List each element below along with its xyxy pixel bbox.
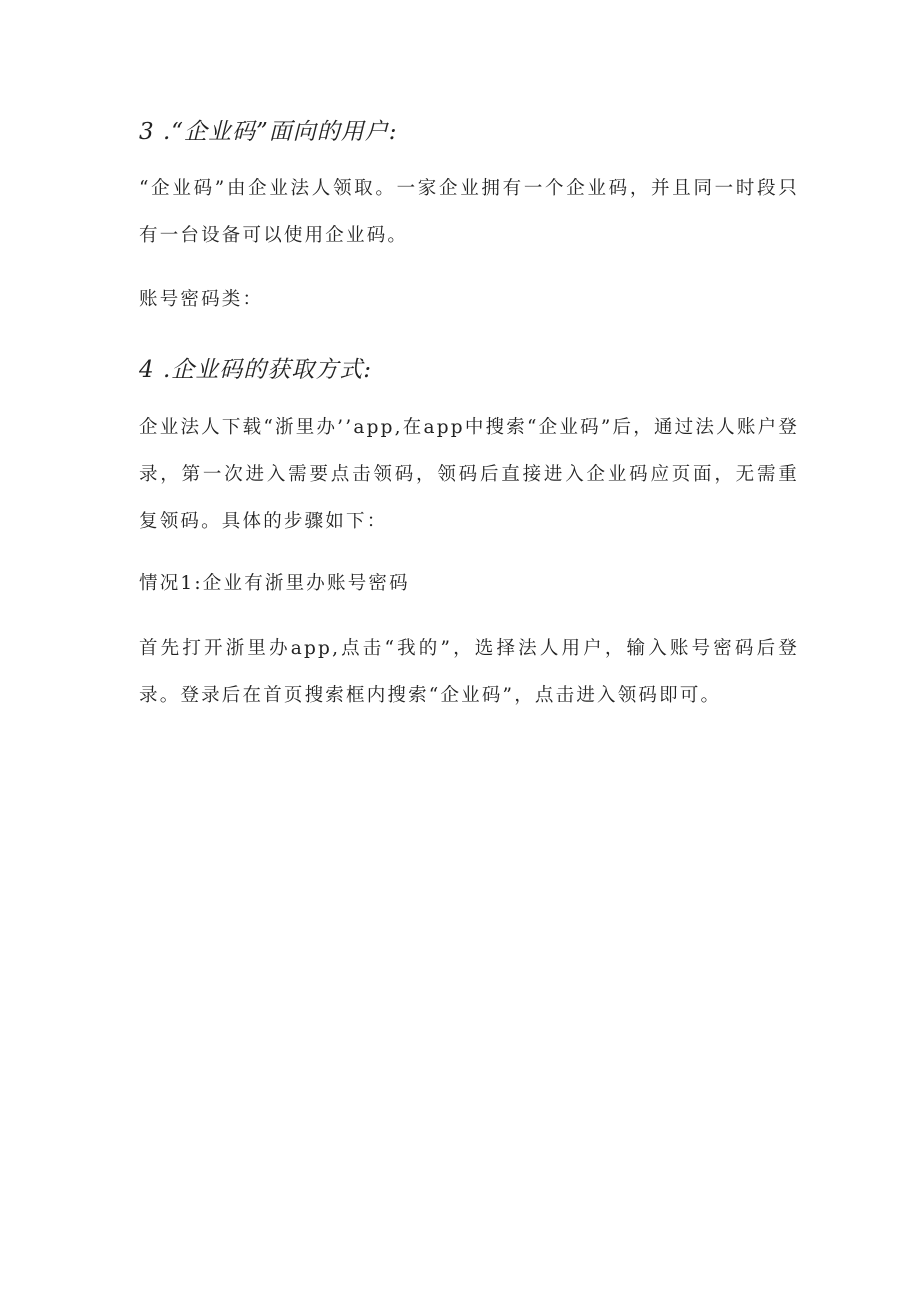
section-heading-3: 3 .“企业码”面向的用户:	[139, 119, 398, 145]
paragraph-account-type: 账号密码类：	[139, 289, 264, 310]
section-heading-4: 4 .企业码的获取方式:	[139, 357, 373, 383]
paragraph-acquisition-method: 企业法人下载“浙里办’’app,在app中搜索“企业码”后，通过法人账户登录，第一次进入需要点击领码，领码后直接进入企业码应页面，无需重复领码。具体的步骤如下：	[139, 417, 799, 532]
paragraph-user-scope: “企业码”由企业法人领取。一家企业拥有一个企业码，并且同一时段只有一台设备可以使用企业码。	[139, 178, 799, 246]
paragraph-steps: 首先打开浙里办app,点击“我的”，选择法人用户，输入账号密码后登录。登录后在首页搜索框内搜索“企业码”，点击进入领码即可。	[139, 638, 799, 706]
paragraph-case-1: 情况1:企业有浙里办账号密码	[139, 573, 410, 594]
